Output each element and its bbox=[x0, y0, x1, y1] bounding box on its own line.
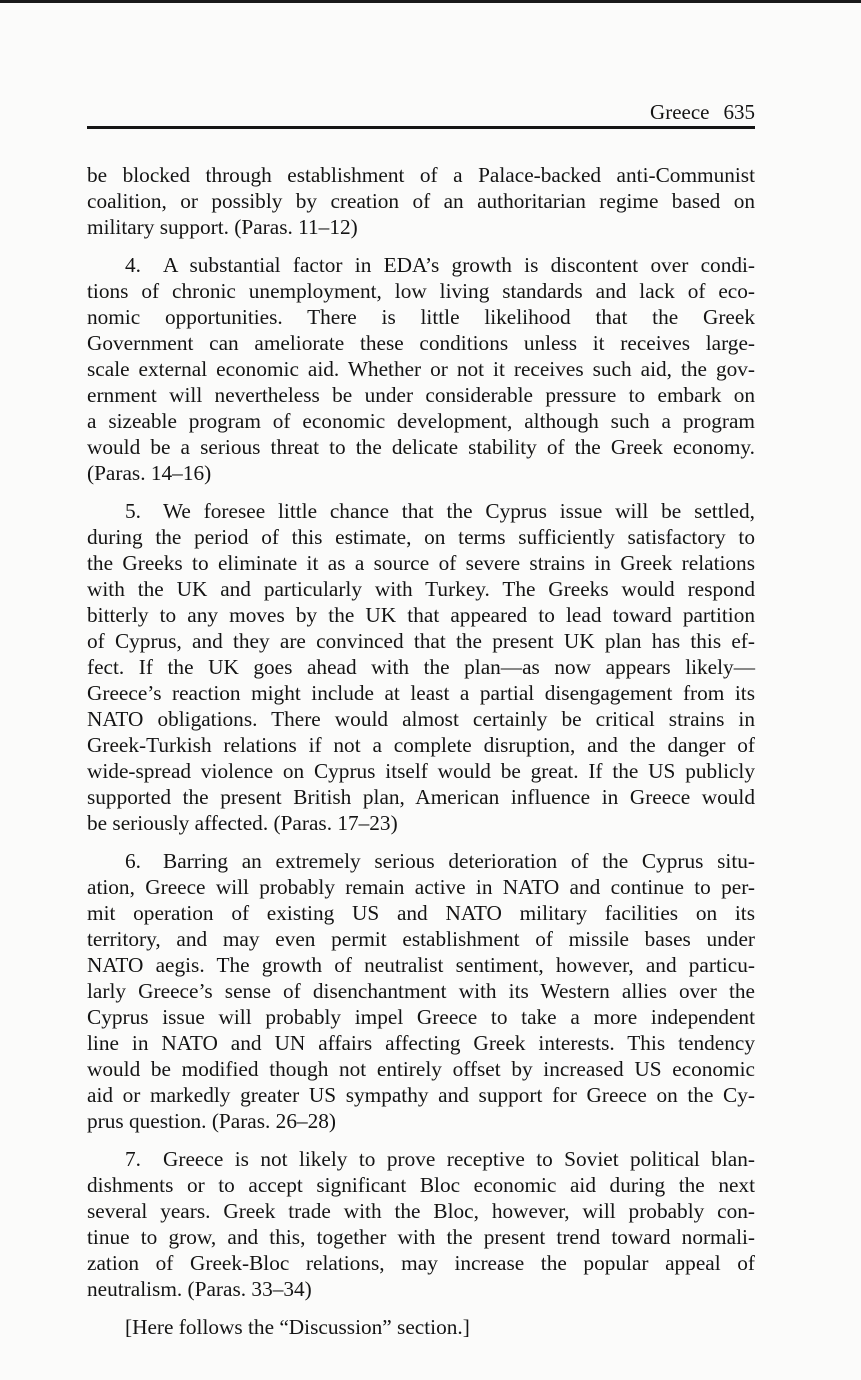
text-line: Greece’s reaction might include at least a partial disengagement from its bbox=[87, 681, 755, 705]
text-line: be blocked through establishment of a Palace-backed anti-Communist bbox=[87, 163, 755, 187]
text-line: be seriously affected. (Paras. 17–23) bbox=[87, 811, 398, 835]
page-top-edge bbox=[0, 0, 861, 3]
text-line: would be a serious threat to the delicate stability of the Greek economy. bbox=[87, 435, 755, 459]
text-line: larly Greece’s sense of disenchantment with its Western allies over the bbox=[87, 979, 755, 1003]
text-line: prus question. (Paras. 26–28) bbox=[87, 1109, 337, 1133]
text-line: NATO obligations. There would almost certainly be critical strains in bbox=[87, 707, 755, 731]
paragraph-6 bbox=[87, 848, 755, 1134]
text-line: wide-spread violence on Cyprus itself would be great. If the US publicly bbox=[87, 759, 755, 783]
paragraph-number: 7. bbox=[125, 1147, 141, 1171]
text-line-content: We foresee little chance that the Cyprus issue will be settled, bbox=[163, 499, 755, 523]
text-line-first bbox=[87, 1146, 755, 1172]
running-title: Greece bbox=[650, 100, 710, 124]
text-line-content: Barring an extremely serious deterioration of the Cyprus situ- bbox=[163, 849, 755, 873]
text-line: would be modified though not entirely offset by increased US economic bbox=[87, 1057, 755, 1081]
text-line: dishments or to accept significant Bloc economic aid during the next bbox=[87, 1173, 755, 1197]
paragraph-number: 5. bbox=[125, 499, 141, 523]
text-line: scale external economic aid. Whether or not it receives such aid, the gov- bbox=[87, 357, 755, 381]
paragraph-number: 6. bbox=[125, 849, 141, 873]
text-line: the Greeks to eliminate it as a source of severe strains in Greek relations bbox=[87, 551, 755, 575]
text-line: neutralism. (Paras. 33–34) bbox=[87, 1277, 312, 1301]
text-line: NATO aegis. The growth of neutralist sentiment, however, and particu- bbox=[87, 953, 755, 977]
text-line: mit operation of existing US and NATO military facilities on its bbox=[87, 901, 755, 925]
text-line: tions of chronic unemployment, low living standards and lack of eco- bbox=[87, 279, 755, 303]
text-line: zation of Greek-Bloc relations, may increase the popular appeal of bbox=[87, 1251, 755, 1275]
text-line: line in NATO and UN affairs affecting Greek interests. This tendency bbox=[87, 1031, 755, 1055]
text-line: supported the present British plan, American influence in Greece would bbox=[87, 785, 755, 809]
text-line: with the UK and particularly with Turkey. The Greeks would respond bbox=[87, 577, 755, 601]
paragraph-4 bbox=[87, 252, 755, 486]
text-line: ation, Greece will probably remain active in NATO and continue to per- bbox=[87, 875, 755, 899]
text-line: bitterly to any moves by the UK that appeared to lead toward partition bbox=[87, 603, 755, 627]
text-line: (Paras. 14–16) bbox=[87, 461, 212, 485]
text-line: Cyprus issue will probably impel Greece to take a more independent bbox=[87, 1005, 755, 1029]
editorial-note-text: [Here follows the “Discussion” section.] bbox=[125, 1315, 470, 1339]
text-line: coalition, or possibly by creation of an authoritarian regime based on bbox=[87, 189, 755, 213]
page-number: 635 bbox=[723, 100, 755, 124]
editorial-note bbox=[87, 1314, 755, 1340]
text-line: Greek-Turkish relations if not a complete disruption, and the danger of bbox=[87, 733, 755, 757]
text-line: territory, and may even permit establishment of missile bases under bbox=[87, 927, 755, 951]
text-line: ernment will nevertheless be under considerable pressure to embark on bbox=[87, 383, 755, 407]
running-header bbox=[87, 98, 755, 129]
text-line: fect. If the UK goes ahead with the plan—as now appears likely— bbox=[87, 655, 755, 679]
paragraph-number: 4. bbox=[125, 253, 141, 277]
text-line-first bbox=[87, 848, 755, 874]
text-line: several years. Greek trade with the Bloc, however, will probably con- bbox=[87, 1199, 755, 1223]
text-line: of Cyprus, and they are convinced that the present UK plan has this ef- bbox=[87, 629, 755, 653]
text-line: military support. (Paras. 11–12) bbox=[87, 215, 358, 239]
text-line: Government can ameliorate these conditions unless it receives large- bbox=[87, 331, 755, 355]
text-line-content: Greece is not likely to prove receptive to Soviet political blan- bbox=[163, 1147, 755, 1171]
text-line: during the period of this estimate, on terms sufficiently satisfactory to bbox=[87, 525, 755, 549]
text-line: aid or markedly greater US sympathy and support for Greece on the Cy- bbox=[87, 1083, 755, 1107]
paragraph-continued bbox=[87, 162, 755, 240]
paragraph-5 bbox=[87, 498, 755, 836]
text-line: nomic opportunities. There is little likelihood that the Greek bbox=[87, 305, 755, 329]
text-line-first bbox=[87, 252, 755, 278]
paragraph-7 bbox=[87, 1146, 755, 1302]
document-body bbox=[87, 162, 755, 1352]
text-line: a sizeable program of economic development, although such a program bbox=[87, 409, 755, 433]
text-line-first bbox=[87, 498, 755, 524]
text-line: tinue to grow, and this, together with the present trend toward normali- bbox=[87, 1225, 755, 1249]
text-line-content: A substantial factor in EDA’s growth is discontent over condi- bbox=[163, 253, 755, 277]
